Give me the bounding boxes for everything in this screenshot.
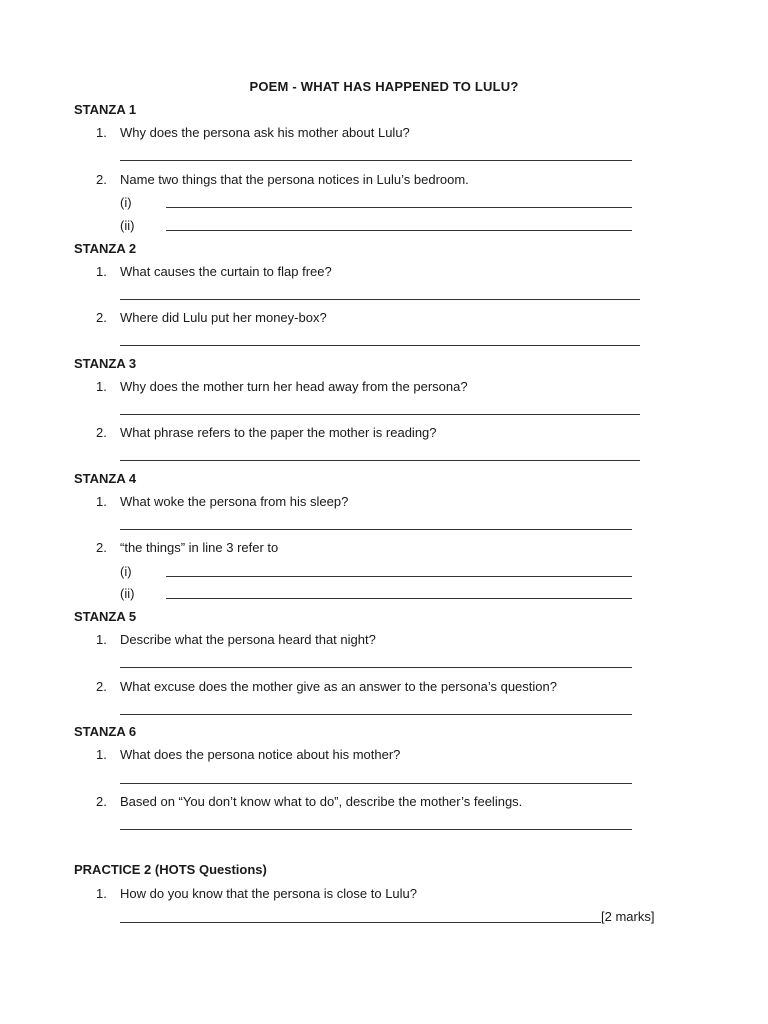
question-number: 2. — [96, 425, 107, 440]
question-number: 1. — [96, 494, 107, 509]
question-text: Based on “You don’t know what to do”, describe the mother’s feelings. — [120, 794, 523, 809]
answer-line[interactable] — [166, 598, 632, 599]
question-text: Describe what the persona heard that night? — [120, 632, 376, 647]
question-text: Why does the persona ask his mother about Lulu? — [120, 125, 410, 140]
question-text: What woke the persona from his sleep? — [120, 494, 349, 509]
question-number: 2. — [96, 172, 107, 187]
question-number: 2. — [96, 540, 107, 555]
stanza-6-heading: STANZA 6 — [74, 724, 137, 739]
stanza-1-heading: STANZA 1 — [74, 102, 137, 117]
sub-item-label: (ii) — [120, 218, 135, 233]
stanza-4-heading: STANZA 4 — [74, 471, 137, 486]
question-number: 2. — [96, 310, 107, 325]
question-number: 1. — [96, 125, 107, 140]
answer-line[interactable] — [166, 576, 632, 577]
stanza-2-heading: STANZA 2 — [74, 241, 137, 256]
question-number: 2. — [96, 679, 107, 694]
sub-item-label: (i) — [120, 564, 132, 579]
answer-line[interactable] — [120, 783, 632, 784]
question-text: How do you know that the persona is close to Lulu? — [120, 886, 418, 901]
question-number: 1. — [96, 886, 107, 901]
answer-line[interactable] — [120, 667, 632, 668]
answer-line[interactable] — [166, 207, 632, 208]
question-number: 1. — [96, 747, 107, 762]
practice-heading: PRACTICE 2 (HOTS Questions) — [74, 862, 267, 877]
sub-item-label: (i) — [120, 195, 132, 210]
answer-line[interactable] — [120, 460, 640, 461]
question-text: Why does the mother turn her head away from the persona? — [120, 379, 468, 394]
marks-label: [2 marks] — [601, 909, 655, 924]
question-number: 1. — [96, 264, 107, 279]
question-text: What phrase refers to the paper the mother is reading? — [120, 425, 437, 440]
answer-line[interactable] — [120, 922, 601, 923]
question-number: 1. — [96, 632, 107, 647]
question-text: Name two things that the persona notices in Lulu’s bedroom. — [120, 172, 469, 187]
answer-line[interactable] — [120, 345, 640, 346]
question-number: 1. — [96, 379, 107, 394]
answer-line[interactable] — [120, 529, 632, 530]
answer-line[interactable] — [120, 414, 640, 415]
answer-line[interactable] — [120, 714, 632, 715]
stanza-3-heading: STANZA 3 — [74, 356, 137, 371]
question-text: What excuse does the mother give as an answer to the persona’s question? — [120, 679, 557, 694]
answer-line[interactable] — [120, 160, 632, 161]
question-text: “the things” in line 3 refer to — [120, 540, 279, 555]
question-text: What does the persona notice about his mother? — [120, 747, 401, 762]
answer-line[interactable] — [120, 299, 640, 300]
stanza-5-heading: STANZA 5 — [74, 609, 137, 624]
page-title: POEM - WHAT HAS HAPPENED TO LULU? — [249, 79, 519, 94]
question-text: Where did Lulu put her money-box? — [120, 310, 327, 325]
question-number: 2. — [96, 794, 107, 809]
question-text: What causes the curtain to flap free? — [120, 264, 332, 279]
answer-line[interactable] — [166, 230, 632, 231]
sub-item-label: (ii) — [120, 586, 135, 601]
answer-line[interactable] — [120, 829, 632, 830]
